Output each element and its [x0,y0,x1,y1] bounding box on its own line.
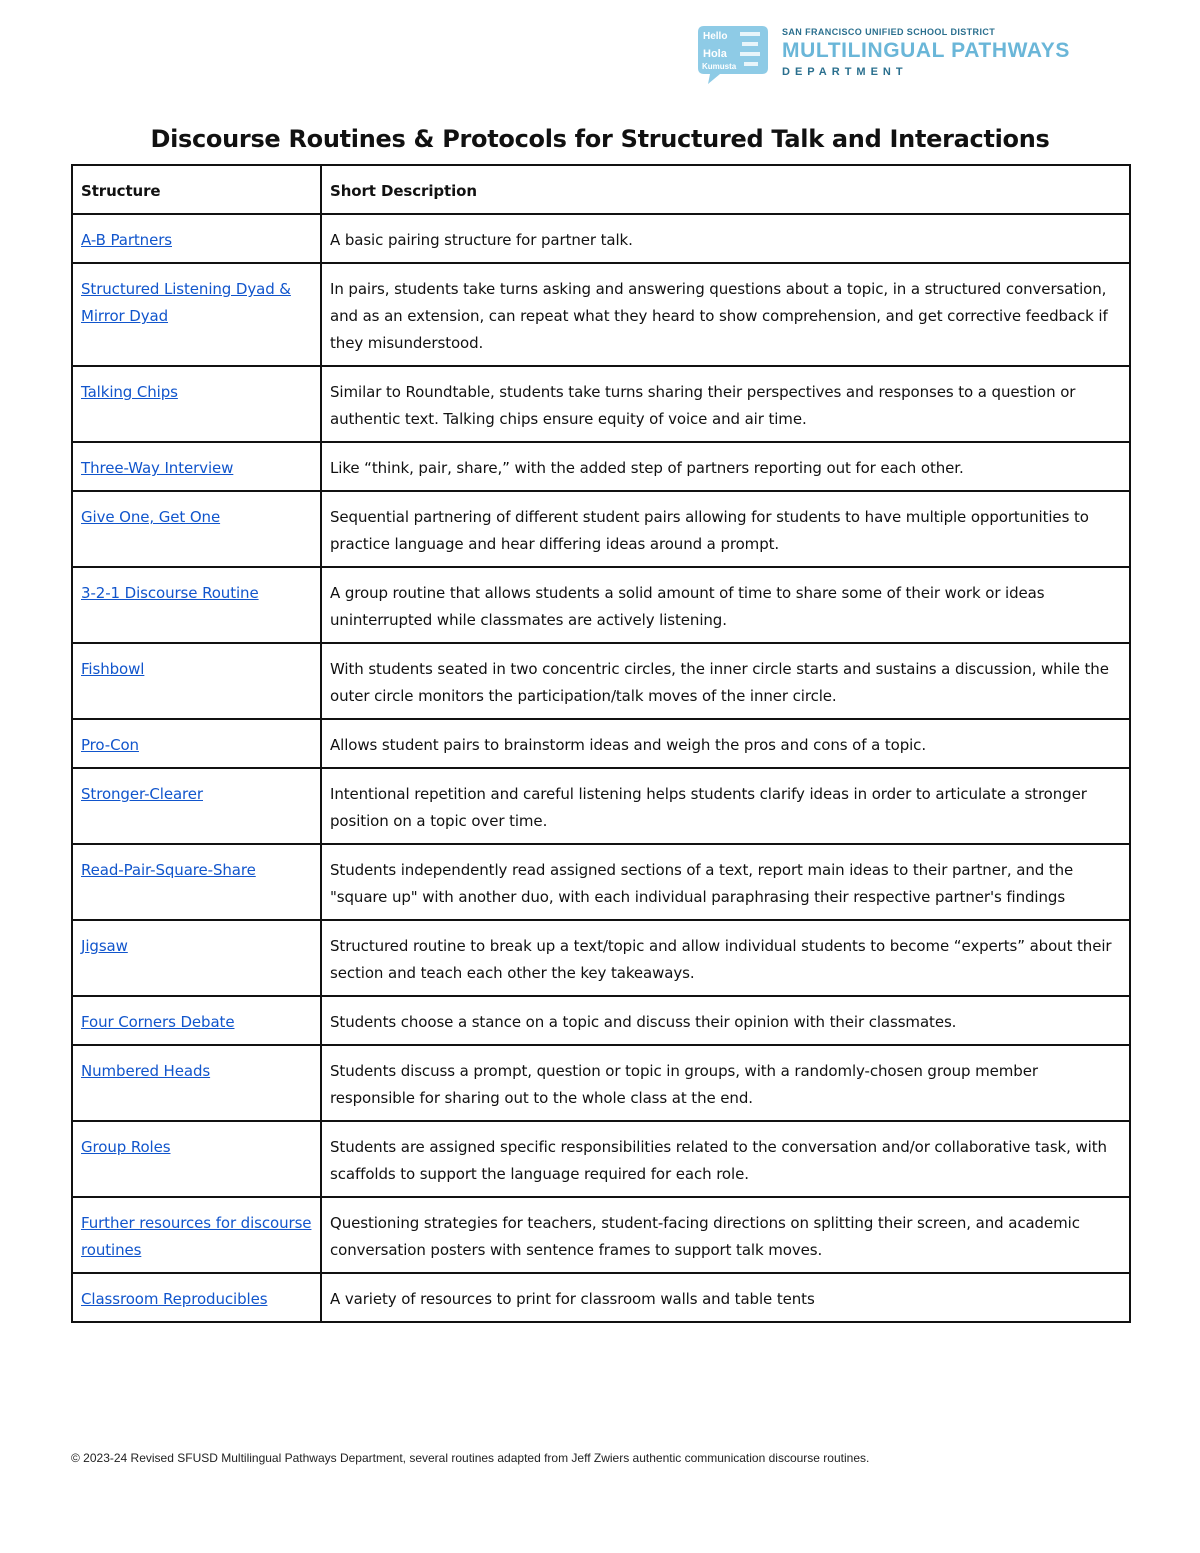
routine-link[interactable]: Talking Chips [81,383,178,401]
routine-link[interactable]: A-B Partners [81,231,172,249]
routine-link[interactable]: 3-2-1 Discourse Routine [81,584,259,602]
table-row [72,1121,1130,1197]
routine-link[interactable]: Give One, Get One [81,508,221,526]
routine-link[interactable]: Pro-Con [81,736,139,754]
header-structure: Structure [72,165,321,214]
routine-description: Students discuss a prompt, question or topic in groups, with a randomly-chosen group member responsible for sharing out to the whole class at the end. [321,1045,1130,1121]
routine-description: A variety of resources to print for classroom walls and table tents [321,1273,1130,1322]
routine-description: Sequential partnering of different student pairs allowing for students to have multiple opportunities to practice language and hear differing ideas around a prompt. [321,491,1130,567]
routine-link[interactable]: Jigsaw [81,937,128,955]
speech-bubble-logo-icon [696,24,770,86]
routine-description: A group routine that allows students a solid amount of time to share some of their work or ideas uninterrupted while classmates are actively listening. [321,567,1130,643]
table-row [72,768,1130,844]
routine-link[interactable]: Structured Listening Dyad & Mirror Dyad [81,280,291,325]
table-row [72,719,1130,768]
table-row [72,442,1130,491]
table-row [72,643,1130,719]
routine-link[interactable]: Further resources for discourse routines [81,1214,312,1259]
department-logo [696,24,1096,90]
routine-description: With students seated in two concentric circles, the inner circle starts and sustains a discussion, while the outer circle monitors the participation/talk moves of the inner circle. [321,643,1130,719]
table-row [72,1197,1130,1273]
routine-link[interactable]: Read-Pair-Square-Share [81,861,256,879]
table-row [72,1045,1130,1121]
routine-description: Intentional repetition and careful listening helps students clarify ideas in order to articulate a stronger position on a topic over time. [321,768,1130,844]
table-row [72,366,1130,442]
logo-department-label: DEPARTMENT [782,66,908,78]
logo-department-name: MULTILINGUAL PATHWAYS [782,39,1070,62]
logo-district: SAN FRANCISCO UNIFIED SCHOOL DISTRICT [782,27,996,37]
table-header-row [72,165,1130,214]
routine-description: Students independently read assigned sections of a text, report main ideas to their partner, and the "square up" with another duo, with each individual paraphrasing their respective partner's findings [321,844,1130,920]
routine-link[interactable]: Fishbowl [81,660,145,678]
table-row [72,1273,1130,1322]
table-row [72,567,1130,643]
table-row [72,491,1130,567]
routine-description: Like “think, pair, share,” with the added step of partners reporting out for each other. [321,442,1130,491]
page-title: Discourse Routines & Protocols for Structured Talk and Interactions [150,125,1050,153]
table-row [72,920,1130,996]
routine-description: In pairs, students take turns asking and answering questions about a topic, in a structured conversation, and as an extension, can repeat what they heard to show comprehension, and get corrective feedback if they misunderstood. [321,263,1130,366]
routine-link[interactable]: Numbered Heads [81,1062,211,1080]
routine-description: Students are assigned specific responsibilities related to the conversation and/or collaborative task, with scaffolds to support the language required for each role. [321,1121,1130,1197]
table-row [72,844,1130,920]
routine-link[interactable]: Stronger-Clearer [81,785,203,803]
routine-description: Allows student pairs to brainstorm ideas and weigh the pros and cons of a topic. [321,719,1130,768]
routine-link[interactable]: Group Roles [81,1138,171,1156]
header-short-description: Short Description [321,165,1130,214]
logo-badge-word-hola: Hola [703,48,727,60]
logo-badge-word-hello: Hello [703,31,728,42]
footer-credit: © 2023-24 Revised SFUSD Multilingual Pathways Department, several routines adapted from Jeff Zwiers authentic communication discourse routines. [71,1451,870,1465]
routine-link[interactable]: Three-Way Interview [81,459,234,477]
routine-description: Similar to Roundtable, students take turns sharing their perspectives and responses to a question or authentic text. Talking chips ensure equity of voice and air time. [321,366,1130,442]
routine-description: A basic pairing structure for partner talk. [321,214,1130,263]
routine-description: Questioning strategies for teachers, student-facing directions on splitting their screen, and academic conversation posters with sentence frames to support talk moves. [321,1197,1130,1273]
logo-text-block [782,26,1092,80]
logo-badge-word-kumusta: Kumusta [702,62,737,71]
routine-description: Structured routine to break up a text/topic and allow individual students to become “experts” about their section and teach each other the key takeaways. [321,920,1130,996]
routine-link[interactable]: Four Corners Debate [81,1013,235,1031]
table-row [72,996,1130,1045]
routines-table [71,164,1131,1323]
routine-link[interactable]: Classroom Reproducibles [81,1290,268,1308]
table-row [72,263,1130,366]
table-row [72,214,1130,263]
routine-description: Students choose a stance on a topic and discuss their opinion with their classmates. [321,996,1130,1045]
